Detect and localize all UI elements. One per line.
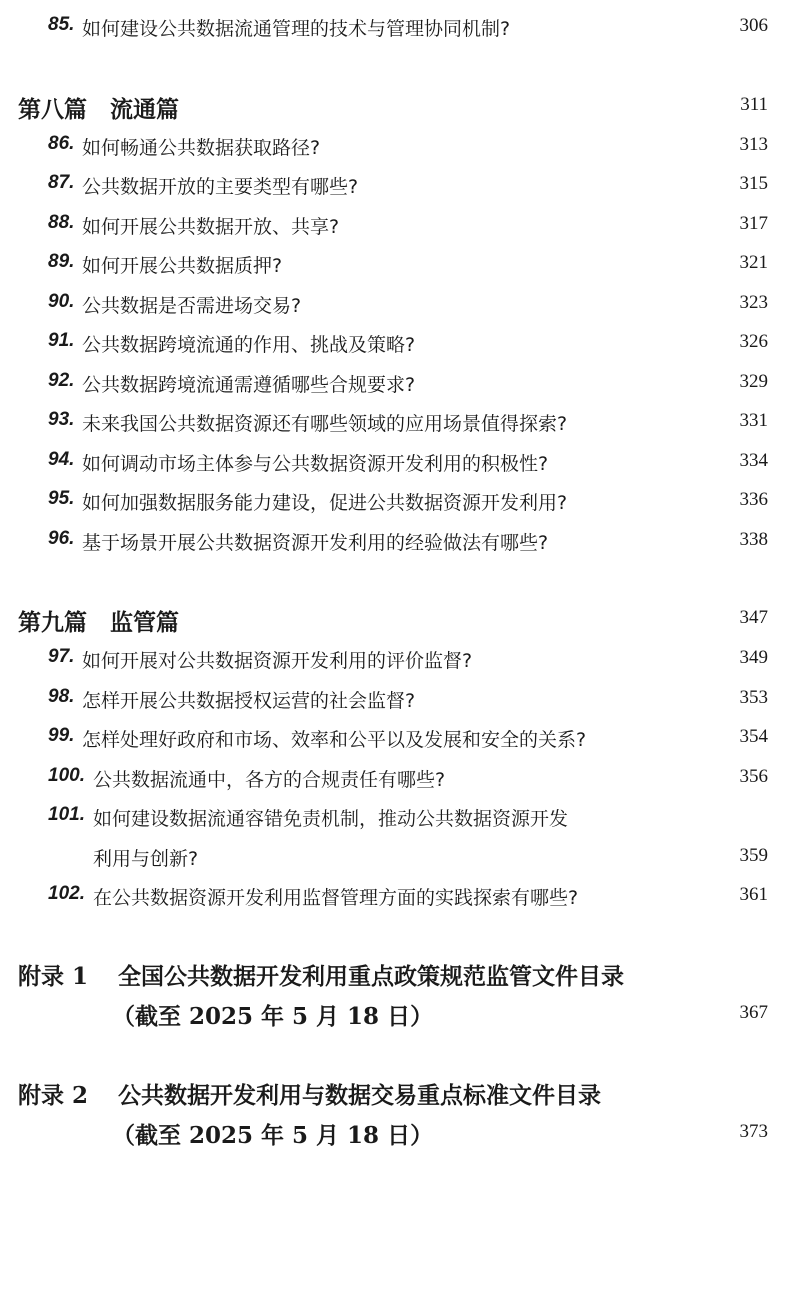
question-number: 95.	[48, 488, 75, 509]
toc-entry-97[interactable]	[0, 642, 788, 672]
question-title: 如何开展对公共数据资源开发利用的评价监督?	[82, 650, 473, 672]
question-title-line-1: 如何建设数据流通容错免责机制，推动公共数据资源开发	[93, 808, 569, 830]
toc-entry-86[interactable]	[0, 129, 788, 159]
question-number: 92.	[48, 370, 75, 391]
appendix-title-line-2: （截至 2025 年 5 月 18 日）	[112, 1003, 434, 1030]
question-title: 如何开展公共数据开放、共享?	[82, 216, 340, 238]
page-number: 313	[739, 134, 768, 155]
page-number: 326	[739, 331, 768, 352]
page-number: 356	[739, 766, 768, 787]
question-number: 90.	[48, 291, 75, 312]
question-number: 100.	[48, 765, 85, 786]
question-title: 如何加强数据服务能力建设，促进公共数据资源开发利用?	[82, 492, 568, 514]
question-title: 如何调动市场主体参与公共数据资源开发利用的积极性?	[82, 453, 549, 475]
page-number: 354	[739, 726, 768, 747]
question-number: 89.	[48, 251, 75, 272]
page-number: 347	[739, 607, 768, 628]
toc-entry-98[interactable]	[0, 682, 788, 712]
question-title: 公共数据开放的主要类型有哪些?	[82, 176, 359, 198]
question-number: 85.	[48, 14, 75, 35]
page-number: 349	[739, 647, 768, 668]
question-number: 98.	[48, 686, 75, 707]
question-number: 97.	[48, 646, 75, 667]
page-number: 321	[739, 252, 768, 273]
page-number: 323	[739, 292, 768, 313]
question-number: 87.	[48, 172, 75, 193]
page-number: 331	[739, 410, 768, 431]
page-number: 373	[739, 1121, 768, 1142]
page-number: 367	[739, 1002, 768, 1023]
page-number: 317	[739, 213, 768, 234]
page-number: 334	[739, 450, 768, 471]
question-title: 基于场景开展公共数据资源开发利用的经验做法有哪些?	[82, 532, 549, 554]
toc-entry-85[interactable]	[0, 10, 788, 40]
section-title: 第九篇 监管篇	[18, 609, 179, 636]
question-number: 93.	[48, 409, 75, 430]
page-number: 315	[739, 173, 768, 194]
question-number: 102.	[48, 883, 85, 904]
section-title: 第八篇 流通篇	[18, 96, 179, 123]
toc-entry-102[interactable]	[0, 879, 788, 909]
page-number: 353	[739, 687, 768, 708]
section-heading-8[interactable]	[0, 89, 788, 123]
page-number: 359	[739, 845, 768, 866]
appendix-title-line-2: （截至 2025 年 5 月 18 日）	[112, 1122, 434, 1149]
question-title: 在公共数据资源开发利用监督管理方面的实践探索有哪些?	[93, 887, 579, 909]
page-number: 306	[739, 15, 768, 36]
toc-entry-99[interactable]	[0, 721, 788, 751]
toc-entry-96[interactable]	[0, 524, 788, 554]
toc-entry-88[interactable]	[0, 208, 788, 238]
appendix-1[interactable]	[0, 958, 788, 1038]
toc-entry-93[interactable]	[0, 405, 788, 435]
appendix-2[interactable]	[0, 1077, 788, 1157]
toc-entry-91[interactable]	[0, 326, 788, 356]
question-title: 怎样开展公共数据授权运营的社会监督?	[82, 690, 416, 712]
page-number: 329	[739, 371, 768, 392]
toc-entry-101[interactable]	[0, 800, 788, 830]
question-title: 公共数据跨境流通需遵循哪些合规要求?	[82, 374, 416, 396]
toc-entry-89[interactable]	[0, 247, 788, 277]
page-number: 311	[740, 94, 768, 115]
question-title: 公共数据跨境流通的作用、挑战及策略?	[82, 334, 416, 356]
appendix-title-line-1: 全国公共数据开发利用重点政策规范监管文件目录	[118, 963, 624, 990]
question-title: 如何建设公共数据流通管理的技术与管理协同机制?	[82, 18, 511, 40]
question-number: 91.	[48, 330, 75, 351]
toc-entry-90[interactable]	[0, 287, 788, 317]
question-title: 如何开展公共数据质押?	[82, 255, 283, 277]
page-number: 361	[739, 884, 768, 905]
section-heading-9[interactable]	[0, 602, 788, 636]
question-number: 101.	[48, 804, 85, 825]
question-number: 94.	[48, 449, 75, 470]
toc-entry-87[interactable]	[0, 168, 788, 198]
toc-entry-95[interactable]	[0, 484, 788, 514]
question-title: 未来我国公共数据资源还有哪些领域的应用场景值得探索?	[82, 413, 568, 435]
toc-entry-92[interactable]	[0, 366, 788, 396]
question-number: 99.	[48, 725, 75, 746]
page-number: 336	[739, 489, 768, 510]
question-number: 86.	[48, 133, 75, 154]
question-title: 如何畅通公共数据获取路径?	[82, 137, 321, 159]
appendix-label: 附录 2	[18, 1082, 89, 1109]
question-number: 88.	[48, 212, 75, 233]
question-number: 96.	[48, 528, 75, 549]
toc-entry-100[interactable]	[0, 761, 788, 791]
question-title: 怎样处理好政府和市场、效率和公平以及发展和安全的关系?	[82, 729, 587, 751]
question-title-line-2: 利用与创新?	[93, 848, 199, 870]
question-title: 公共数据流通中，各方的合规责任有哪些?	[93, 769, 446, 791]
question-title: 公共数据是否需进场交易?	[82, 295, 302, 317]
toc-entry-101-continued[interactable]	[0, 840, 788, 870]
page-number: 338	[739, 529, 768, 550]
appendix-title-line-1: 公共数据开发利用与数据交易重点标准文件目录	[118, 1082, 601, 1109]
toc-entry-94[interactable]	[0, 445, 788, 475]
appendix-label: 附录 1	[18, 963, 89, 990]
